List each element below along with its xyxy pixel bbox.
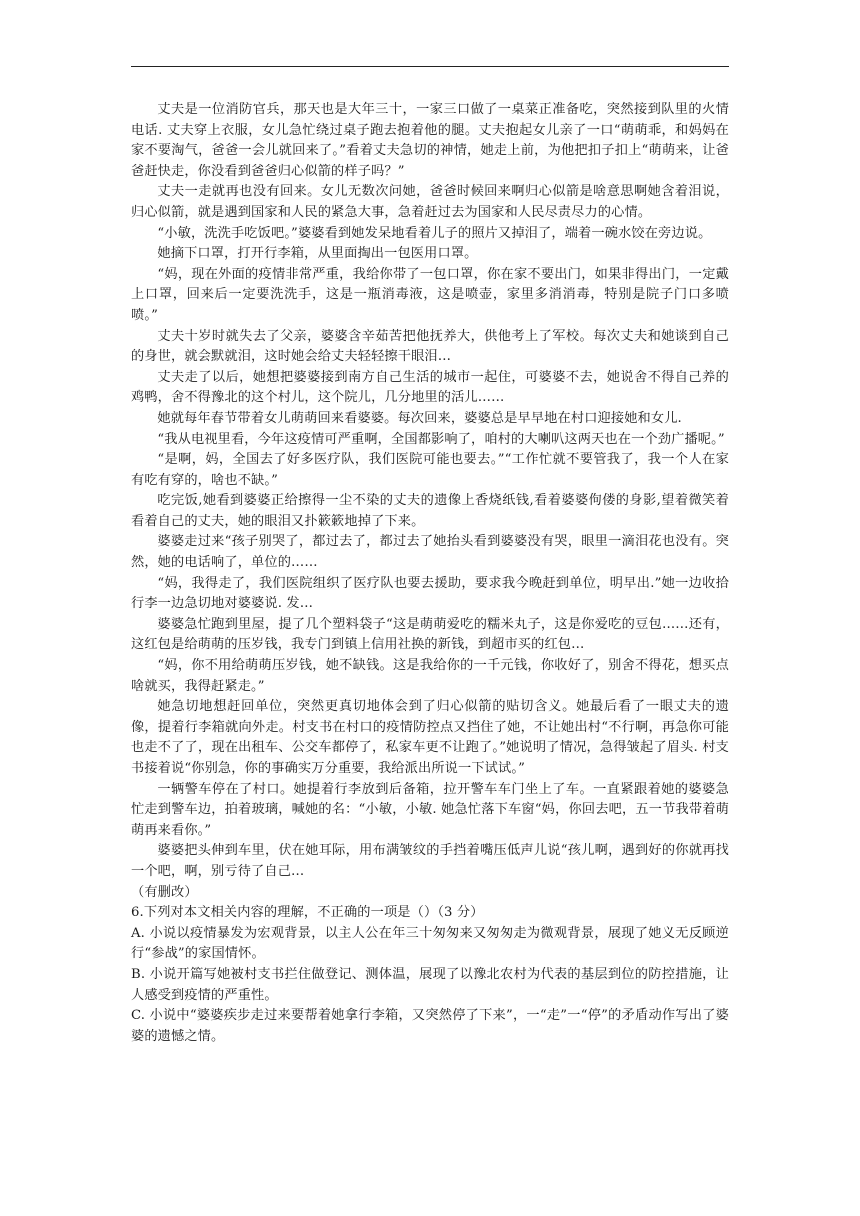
story-body (131, 100, 729, 1047)
paragraph: 丈夫走了以后，她想把婆婆接到南方自己生活的城市一起住，可婆婆不去，她说舍不得自己养的鸡鸭，舍不得豫北的这个村儿，这个院儿，几分地里的活儿…… (131, 369, 729, 406)
paragraph: 她就每年春节带着女儿萌萌回来看婆婆。每次回来，婆婆总是早早地在村口迎接她和女儿. (157, 410, 682, 426)
paragraph: 吃完饭,她看到婆婆正给擦得一尘不染的丈夫的遗像上香烧纸钱,看着婆婆佝偻的身影,望着微笑着看着自己的丈夫，她的眼泪又扑簌簌地掉了下来。 (131, 493, 729, 529)
option-a: A. 小说以疫情暴发为宏观背景，以主人公在年三十匆匆来又匆匆走为微观背景，展现了她义无反顾逆行“参战”的家国情怀。 (131, 925, 729, 962)
paragraph: 丈夫是一位消防官兵，那天也是大年三十，一家三口做了一桌菜正准备吃，突然接到队里的火情电话. 丈夫穿上衣服，女儿急忙绕过桌子跑去抱着他的腿。丈夫抱起女儿亲了一口“萌萌乖，和妈妈在家不要淘气，爸爸一会儿就回来了。”看着丈夫急切的神情，她走上前，为他把扣子扣上“萌萌来，让爸爸赶快走，你没看到爸爸归心似箭的样子吗？” (131, 102, 729, 179)
paragraph: 丈夫一走就再也没有回来。女儿无数次问她，爸爸时候回来啊归心似箭是啥意思啊她含着泪说，归心似箭，就是遇到国家和人民的紧急大事，急着赶过去为国家和人民尽责尽力的心情。 (131, 184, 729, 220)
paragraph: 婆婆急忙跑到里屋，提了几个塑料袋子“这是萌萌爱吃的糯米丸子，这是你爱吃的豆包……还有，这红包是给萌萌的压岁钱，我专门到镇上信用社换的新钱，到超市买的红包… (131, 616, 729, 653)
question-stem: 6.下列对本文相关内容的理解，不正确的一项是（）（3 分） (131, 905, 484, 921)
option-c: C. 小说中“婆婆疾步走过来要帮着她拿行李箱，又突然停了下来”，一“走”一“停”的矛盾动作写出了婆婆的遗憾之情。 (131, 1008, 729, 1044)
paragraph: “妈，现在外面的疫情非常严重，我给你带了一包口罩，你在家不要出门，如果非得出门，一定戴上口罩，回来后一定要洗洗手，这是一瓶消毒液，这是喷壶，家里多消消毒，特别是院子门口多喷喷。” (131, 266, 729, 323)
paragraph: 婆婆走过来“孩子别哭了，都过去了，都过去了她抬头看到婆婆没有哭，眼里一滴泪花也没有。突然，她的电话响了，单位的…… (131, 534, 729, 571)
paragraph: 她急切地想赶回单位，突然更真切地体会到了归心似箭的贴切含义。她最后看了一眼丈夫的遗像，提着行李箱就向外走。村支书在村口的疫情防控点又挡住了她，不让她出村“不行啊，再急你可能也走不了了，现在出租车、公交车都停了，私家车更不让跑了。”她说明了情况，急得皱起了眉头. 村支书接着说“你别急，你的事确实万分重要，我给派出所说一下试试。” (131, 699, 729, 776)
paragraph: 一辆警车停在了村口。她提着行李放到后备箱，拉开警车车门坐上了车。一直紧跟着她的婆婆急忙走到警车边，拍着玻璃，喊她的名：“小敏，小敏. 她急忙落下车窗“妈，你回去吧，五一节我带着萌萌再来看你。” (131, 781, 729, 838)
paragraph: “小敏，洗洗手吃饭吧。”婆婆看到她发呆地看着儿子的照片又掉泪了，端着一碗水饺在旁边说。 (157, 225, 712, 241)
paragraph: “妈，你不用给萌萌压岁钱，她不缺钱。这是我给你的一千元钱，你收好了，别舍不得花，想买点啥就买，我得赶紧走。” (131, 658, 729, 694)
question-block (131, 903, 729, 1047)
paragraph: “是啊，妈，全国去了好多医疗队，我们医院可能也要去。”“工作忙就不要管我了，我一个人在家有吃有穿的，啥也不缺。” (131, 452, 729, 488)
paragraph: “妈，我得走了，我们医院组织了医疗队也要去援助，要求我今晚赶到单位，明早出.”她一边收拾行李一边急切地对婆婆说. 发… (131, 575, 729, 612)
paragraph: 她摘下口罩，打开行李箱，从里面掏出一包医用口罩。 (157, 246, 478, 262)
paragraph: 丈夫十岁时就失去了父亲，婆婆含辛茹苦把他抚养大，供他考上了军校。每次丈夫和她谈到自己的身世，就会默就泪，这时她会给丈夫轻轻擦干眼泪… (131, 328, 729, 365)
header-rule (131, 66, 729, 67)
paragraph: “我从电视里看，今年这疫情可严重啊，全国都影响了，咱村的大喇叭这两天也在一个劲广播呢。” (157, 431, 725, 447)
option-b: B. 小说开篇写她被村支书拦住做登记、测体温，展现了以豫北农村为代表的基层到位的防控措施，让人感受到疫情的严重性。 (131, 966, 729, 1003)
paragraph: 婆婆把头伸到车里，伏在她耳际，用布满皱纹的手挡着嘴压低声儿说“孩儿啊，遇到好的你就再找一个吧，啊，别亏待了自己… (131, 843, 729, 879)
source-note: （有删改） (131, 884, 198, 900)
